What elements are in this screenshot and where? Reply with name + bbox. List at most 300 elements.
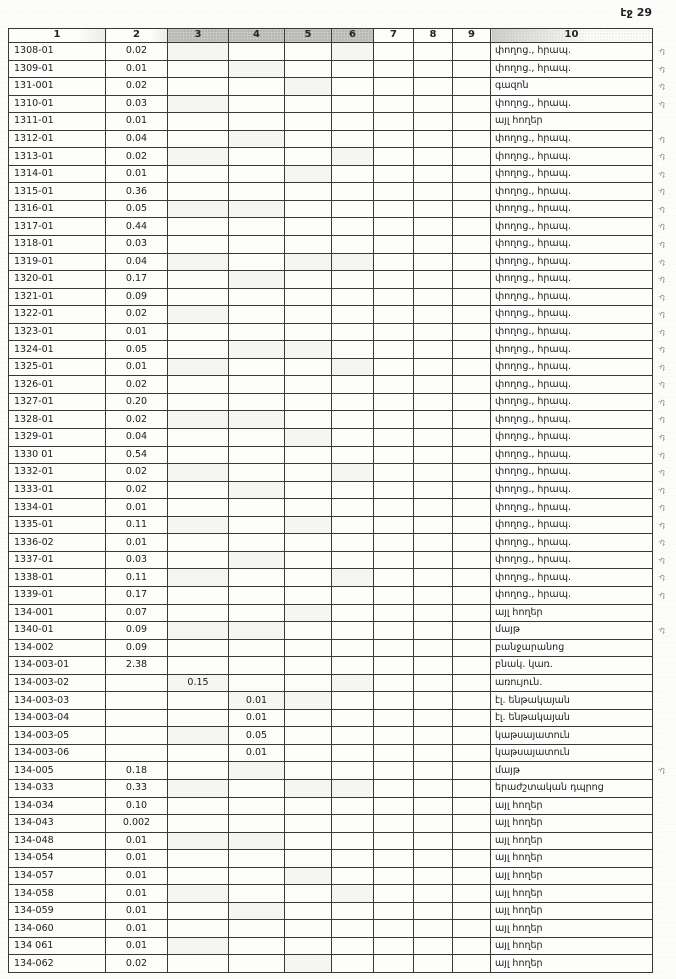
margin-annotation: ֊դ xyxy=(657,308,666,319)
cell-col-3 xyxy=(168,113,229,131)
cell-col-7 xyxy=(374,446,414,464)
cell-col-10: գազոն ֊դ xyxy=(491,78,653,96)
cell-col-1: 134-060 xyxy=(9,920,106,938)
table-row xyxy=(9,815,653,833)
table-body xyxy=(9,43,666,973)
cell-col-6 xyxy=(332,885,374,903)
cell-col-3 xyxy=(168,481,229,499)
cell-col-7 xyxy=(374,429,414,447)
cell-col-5 xyxy=(285,411,332,429)
cell-col-2: 0.03 xyxy=(106,236,168,254)
cell-col-5 xyxy=(285,885,332,903)
cell-col-7 xyxy=(374,323,414,341)
cell-col-8 xyxy=(414,674,453,692)
column-header-4: 4 xyxy=(229,29,285,43)
cell-col-5 xyxy=(285,674,332,692)
cell-col-4 xyxy=(229,955,285,973)
column-header-5: 5 xyxy=(285,29,332,43)
cell-col-7 xyxy=(374,850,414,868)
cell-col-6 xyxy=(332,481,374,499)
cell-col-1: 1310-01 xyxy=(9,95,106,113)
cell-col-3 xyxy=(168,78,229,96)
cell-col-9 xyxy=(453,200,491,218)
cell-col-4 xyxy=(229,902,285,920)
cell-col-9 xyxy=(453,692,491,710)
cell-col-6 xyxy=(332,376,374,394)
cell-col-10: փողոց., հրապ. ֊դ xyxy=(491,165,653,183)
table-row xyxy=(9,867,653,885)
cell-col-3 xyxy=(168,253,229,271)
table-row xyxy=(9,148,653,166)
cell-col-1: 1335-01 xyxy=(9,516,106,534)
cell-col-8 xyxy=(414,78,453,96)
cell-col-8 xyxy=(414,709,453,727)
cell-col-7 xyxy=(374,499,414,517)
cell-col-4 xyxy=(229,499,285,517)
cell-col-7 xyxy=(374,692,414,710)
cell-col-1: 134-043 xyxy=(9,815,106,833)
cell-col-3 xyxy=(168,885,229,903)
cell-col-2: 0.01 xyxy=(106,850,168,868)
cell-col-8 xyxy=(414,850,453,868)
cell-col-9 xyxy=(453,551,491,569)
cell-col-10: փողոց., հրապ. ֊դ xyxy=(491,288,653,306)
table-row xyxy=(9,551,653,569)
cell-col-9 xyxy=(453,481,491,499)
cell-col-3 xyxy=(168,709,229,727)
cell-col-2: 0.33 xyxy=(106,779,168,797)
table-row xyxy=(9,78,653,96)
cell-col-10: փողոց., հրապ. ֊դ xyxy=(491,411,653,429)
margin-annotation: ֊դ xyxy=(657,220,666,232)
cell-col-2: 0.04 xyxy=(106,130,168,148)
cell-col-6 xyxy=(332,902,374,920)
cell-col-1: 1333-01 xyxy=(9,481,106,499)
cell-col-2: 0.17 xyxy=(106,271,168,289)
cell-col-3 xyxy=(168,832,229,850)
cell-col-2: 0.10 xyxy=(106,797,168,815)
cell-col-3 xyxy=(168,429,229,447)
cell-col-5 xyxy=(285,762,332,780)
cell-col-9 xyxy=(453,130,491,148)
cell-col-6 xyxy=(332,639,374,657)
cell-col-8 xyxy=(414,200,453,218)
cell-col-10: փողոց., հրապ. ֊դ xyxy=(491,271,653,289)
cell-col-8 xyxy=(414,815,453,833)
cell-col-3 xyxy=(168,148,229,166)
cell-col-1: 134-003-04 xyxy=(9,709,106,727)
cell-col-6 xyxy=(332,95,374,113)
cell-col-10: այլ հողեր xyxy=(491,604,653,622)
cell-col-9 xyxy=(453,850,491,868)
cell-col-2: 0.04 xyxy=(106,429,168,447)
cell-col-4 xyxy=(229,306,285,324)
column-header-2: 2 xyxy=(106,29,168,43)
cell-col-8 xyxy=(414,727,453,745)
margin-annotation: ֊դ xyxy=(657,326,666,337)
cell-col-3 xyxy=(168,464,229,482)
cell-col-2: 0.05 xyxy=(106,341,168,359)
cell-col-3 xyxy=(168,657,229,675)
cell-col-5 xyxy=(285,902,332,920)
cell-col-9 xyxy=(453,779,491,797)
cell-col-1: 134-005 xyxy=(9,762,106,780)
cell-col-1: 1340-01 xyxy=(9,622,106,640)
cell-col-3 xyxy=(168,639,229,657)
cell-col-5 xyxy=(285,920,332,938)
cell-col-5 xyxy=(285,727,332,745)
cell-col-2: 0.01 xyxy=(106,358,168,376)
cell-col-8 xyxy=(414,446,453,464)
cell-col-6 xyxy=(332,411,374,429)
cell-col-1: 134-003-01 xyxy=(9,657,106,675)
cell-col-3 xyxy=(168,306,229,324)
cell-col-6 xyxy=(332,569,374,587)
cell-col-2: 0.02 xyxy=(106,306,168,324)
cell-col-7 xyxy=(374,569,414,587)
cell-col-4 xyxy=(229,832,285,850)
cell-col-10: այլ հողեր xyxy=(491,867,653,885)
margin-annotation: ֊դ xyxy=(657,133,666,144)
margin-annotation: ֊դ xyxy=(657,589,666,600)
table-row xyxy=(9,727,653,745)
cell-col-3 xyxy=(168,551,229,569)
table-row xyxy=(9,604,653,622)
cell-col-10: էլ. ենթակայան xyxy=(491,709,653,727)
column-header-8: 8 xyxy=(414,29,453,43)
cell-col-3 xyxy=(168,727,229,745)
cell-col-8 xyxy=(414,288,453,306)
cell-col-2 xyxy=(106,674,168,692)
margin-annotation: ֊դ xyxy=(657,343,666,354)
cell-col-5 xyxy=(285,341,332,359)
cell-col-8 xyxy=(414,920,453,938)
cell-col-3 xyxy=(168,499,229,517)
cell-col-7 xyxy=(374,393,414,411)
cell-col-8 xyxy=(414,586,453,604)
cell-col-2: 0.03 xyxy=(106,551,168,569)
cell-col-7 xyxy=(374,113,414,131)
cell-col-2: 0.11 xyxy=(106,516,168,534)
cell-col-4 xyxy=(229,762,285,780)
cell-col-4 xyxy=(229,200,285,218)
cell-col-1: 1321-01 xyxy=(9,288,106,306)
table-row xyxy=(9,358,653,376)
margin-annotation: ֊դ xyxy=(657,361,666,372)
cell-col-3 xyxy=(168,236,229,254)
table-row xyxy=(9,586,653,604)
cell-col-6 xyxy=(332,674,374,692)
cell-col-9 xyxy=(453,113,491,131)
cell-col-1: 1311-01 xyxy=(9,113,106,131)
cell-col-2: 0.02 xyxy=(106,481,168,499)
table-row xyxy=(9,306,653,324)
cell-col-9 xyxy=(453,815,491,833)
cell-col-7 xyxy=(374,920,414,938)
margin-annotation: ֊դ xyxy=(657,378,666,389)
cell-col-7 xyxy=(374,622,414,640)
table-row xyxy=(9,429,653,447)
cell-col-8 xyxy=(414,341,453,359)
cell-col-6 xyxy=(332,586,374,604)
cell-col-3 xyxy=(168,744,229,762)
cell-col-7 xyxy=(374,832,414,850)
cell-col-2: 0.02 xyxy=(106,376,168,394)
cell-col-2: 0.01 xyxy=(106,937,168,955)
cell-col-9 xyxy=(453,60,491,78)
cell-col-9 xyxy=(453,288,491,306)
cell-col-10: այլ հողեր xyxy=(491,815,653,833)
cell-col-7 xyxy=(374,937,414,955)
cell-col-5 xyxy=(285,867,332,885)
cell-col-2: 0.20 xyxy=(106,393,168,411)
cell-col-2: 0.44 xyxy=(106,218,168,236)
cell-col-7 xyxy=(374,674,414,692)
cell-col-9 xyxy=(453,165,491,183)
cell-col-5 xyxy=(285,534,332,552)
cell-col-2: 0.09 xyxy=(106,639,168,657)
cell-col-6 xyxy=(332,200,374,218)
cell-col-1: 1309-01 xyxy=(9,60,106,78)
cell-col-4 xyxy=(229,323,285,341)
cell-col-7 xyxy=(374,60,414,78)
cell-col-10: էլ. ենթակայան xyxy=(491,692,653,710)
cell-col-2: 0.07 xyxy=(106,604,168,622)
cell-col-3 xyxy=(168,288,229,306)
cell-col-4 xyxy=(229,446,285,464)
cell-col-4: 0.01 xyxy=(229,744,285,762)
cell-col-4 xyxy=(229,674,285,692)
margin-annotation: ֊դ xyxy=(657,536,666,547)
cell-col-4 xyxy=(229,218,285,236)
cell-col-6 xyxy=(332,516,374,534)
cell-col-2: 0.36 xyxy=(106,183,168,201)
cell-col-6 xyxy=(332,183,374,201)
cell-col-1: 134-059 xyxy=(9,902,106,920)
cell-col-8 xyxy=(414,393,453,411)
cell-col-5 xyxy=(285,148,332,166)
column-header-1: 1 xyxy=(9,29,106,43)
cell-col-2: 0.11 xyxy=(106,569,168,587)
cell-col-2: 0.09 xyxy=(106,288,168,306)
header-row xyxy=(9,29,653,43)
cell-col-3 xyxy=(168,586,229,604)
cell-col-3 xyxy=(168,797,229,815)
cell-col-6 xyxy=(332,341,374,359)
cell-col-10: փողոց., հրապ. ֊դ xyxy=(491,200,653,218)
cell-col-3 xyxy=(168,130,229,148)
cell-col-8 xyxy=(414,779,453,797)
cell-col-1: 1313-01 xyxy=(9,148,106,166)
table-row xyxy=(9,236,653,254)
cell-col-10: փողոց., հրապ. ֊դ xyxy=(491,43,653,61)
column-header-3: 3 xyxy=(168,29,229,43)
cell-col-8 xyxy=(414,358,453,376)
cell-col-1: 1337-01 xyxy=(9,551,106,569)
cell-col-2: 0.02 xyxy=(106,78,168,96)
cell-col-10: փողոց., հրապ. ֊դ xyxy=(491,95,653,113)
cell-col-7 xyxy=(374,902,414,920)
cell-col-1: 1314-01 xyxy=(9,165,106,183)
cell-col-4 xyxy=(229,464,285,482)
cell-col-9 xyxy=(453,639,491,657)
cell-col-4 xyxy=(229,429,285,447)
margin-annotation: ֊դ xyxy=(657,185,666,196)
cell-col-3 xyxy=(168,200,229,218)
cell-col-8 xyxy=(414,236,453,254)
cell-col-2: 0.01 xyxy=(106,499,168,517)
cell-col-3 xyxy=(168,534,229,552)
cell-col-5 xyxy=(285,253,332,271)
cell-col-6 xyxy=(332,253,374,271)
cell-col-2: 0.02 xyxy=(106,148,168,166)
cell-col-6 xyxy=(332,288,374,306)
cell-col-6 xyxy=(332,551,374,569)
cell-col-7 xyxy=(374,358,414,376)
cell-col-5 xyxy=(285,481,332,499)
cell-col-6 xyxy=(332,236,374,254)
cell-col-3 xyxy=(168,815,229,833)
cell-col-10: փողոց., հրապ. ֊դ xyxy=(491,218,653,236)
cell-col-7 xyxy=(374,762,414,780)
cell-col-8 xyxy=(414,429,453,447)
cell-col-10: փողոց., հրապ. ֊դ xyxy=(491,446,653,464)
cell-col-8 xyxy=(414,797,453,815)
cell-col-8 xyxy=(414,218,453,236)
cell-col-9 xyxy=(453,832,491,850)
cell-col-10: փողոց., հրապ. ֊դ xyxy=(491,464,653,482)
cell-col-6 xyxy=(332,499,374,517)
cell-col-8 xyxy=(414,569,453,587)
cell-col-10: փողոց., հրապ. ֊դ xyxy=(491,183,653,201)
cell-col-6 xyxy=(332,709,374,727)
cell-col-6 xyxy=(332,358,374,376)
cell-col-1: 134-057 xyxy=(9,867,106,885)
cell-col-10: փողոց., հրապ. ֊դ xyxy=(491,376,653,394)
cell-col-7 xyxy=(374,306,414,324)
cell-col-10: փողոց., հրապ. ֊դ xyxy=(491,481,653,499)
table-row xyxy=(9,60,653,78)
cell-col-10: այլ հողեր xyxy=(491,797,653,815)
cell-col-1: 1322-01 xyxy=(9,306,106,324)
table-row xyxy=(9,797,653,815)
cell-col-4 xyxy=(229,885,285,903)
cell-col-7 xyxy=(374,236,414,254)
cell-col-3 xyxy=(168,341,229,359)
margin-annotation: ֊դ xyxy=(657,501,666,512)
cell-col-9 xyxy=(453,902,491,920)
cell-col-5 xyxy=(285,60,332,78)
cell-col-1: 1318-01 xyxy=(9,236,106,254)
cell-col-6 xyxy=(332,323,374,341)
cell-col-8 xyxy=(414,499,453,517)
cell-col-8 xyxy=(414,762,453,780)
column-header-6: 6 xyxy=(332,29,374,43)
cell-col-6 xyxy=(332,832,374,850)
cell-col-4 xyxy=(229,113,285,131)
table-row xyxy=(9,779,653,797)
cell-col-7 xyxy=(374,130,414,148)
cell-col-1: 134-048 xyxy=(9,832,106,850)
cell-col-5 xyxy=(285,850,332,868)
cell-col-5 xyxy=(285,604,332,622)
cell-col-3 xyxy=(168,902,229,920)
cell-col-5 xyxy=(285,306,332,324)
table-row xyxy=(9,622,653,640)
margin-annotation: ֊դ xyxy=(657,484,666,495)
table-row xyxy=(9,43,653,61)
table-row xyxy=(9,569,653,587)
cell-col-6 xyxy=(332,130,374,148)
table-row xyxy=(9,902,653,920)
cell-col-3 xyxy=(168,920,229,938)
table-row xyxy=(9,464,653,482)
cell-col-5 xyxy=(285,376,332,394)
cell-col-6 xyxy=(332,622,374,640)
margin-annotation: ֊դ xyxy=(657,431,666,442)
cell-col-10: փողոց., հրապ. ֊դ xyxy=(491,253,653,271)
margin-annotation: ֊դ xyxy=(657,256,666,267)
cell-col-4 xyxy=(229,850,285,868)
cell-col-9 xyxy=(453,586,491,604)
cell-col-7 xyxy=(374,218,414,236)
cell-col-5 xyxy=(285,130,332,148)
cell-col-8 xyxy=(414,551,453,569)
cell-col-6 xyxy=(332,393,374,411)
cell-col-2: 0.05 xyxy=(106,200,168,218)
cell-col-7 xyxy=(374,604,414,622)
cell-col-10: փողոց., հրապ. ֊դ xyxy=(491,341,653,359)
cell-col-4 xyxy=(229,920,285,938)
cell-col-1: 134-034 xyxy=(9,797,106,815)
cell-col-7 xyxy=(374,183,414,201)
cell-col-8 xyxy=(414,148,453,166)
cell-col-9 xyxy=(453,867,491,885)
table-row xyxy=(9,481,653,499)
table-row xyxy=(9,113,653,131)
cell-col-6 xyxy=(332,937,374,955)
table-row xyxy=(9,130,653,148)
cell-col-10: երաժշտական դպրոց xyxy=(491,779,653,797)
cell-col-10: փողոց., հրապ. ֊դ xyxy=(491,551,653,569)
cell-col-1: 1339-01 xyxy=(9,586,106,604)
cell-col-6 xyxy=(332,867,374,885)
cell-col-2: 0.02 xyxy=(106,411,168,429)
cell-col-3 xyxy=(168,622,229,640)
cell-col-2: 0.04 xyxy=(106,253,168,271)
cell-col-4 xyxy=(229,253,285,271)
cell-col-1: 1329-01 xyxy=(9,429,106,447)
cell-col-10: փողոց., հրապ. ֊դ xyxy=(491,358,653,376)
cell-col-4 xyxy=(229,779,285,797)
table-row xyxy=(9,499,653,517)
cell-col-2 xyxy=(106,744,168,762)
cell-col-5 xyxy=(285,692,332,710)
cell-col-4 xyxy=(229,358,285,376)
cell-col-9 xyxy=(453,446,491,464)
cell-col-4 xyxy=(229,148,285,166)
cell-col-10: մայթ ֊դ xyxy=(491,762,653,780)
cell-col-6 xyxy=(332,657,374,675)
cell-col-6 xyxy=(332,113,374,131)
cell-col-6 xyxy=(332,604,374,622)
page-number-label: էջ 29 xyxy=(620,6,652,19)
cell-col-7 xyxy=(374,271,414,289)
cell-col-6 xyxy=(332,78,374,96)
cell-col-3 xyxy=(168,271,229,289)
cell-col-2: 0.01 xyxy=(106,534,168,552)
cell-col-6 xyxy=(332,692,374,710)
